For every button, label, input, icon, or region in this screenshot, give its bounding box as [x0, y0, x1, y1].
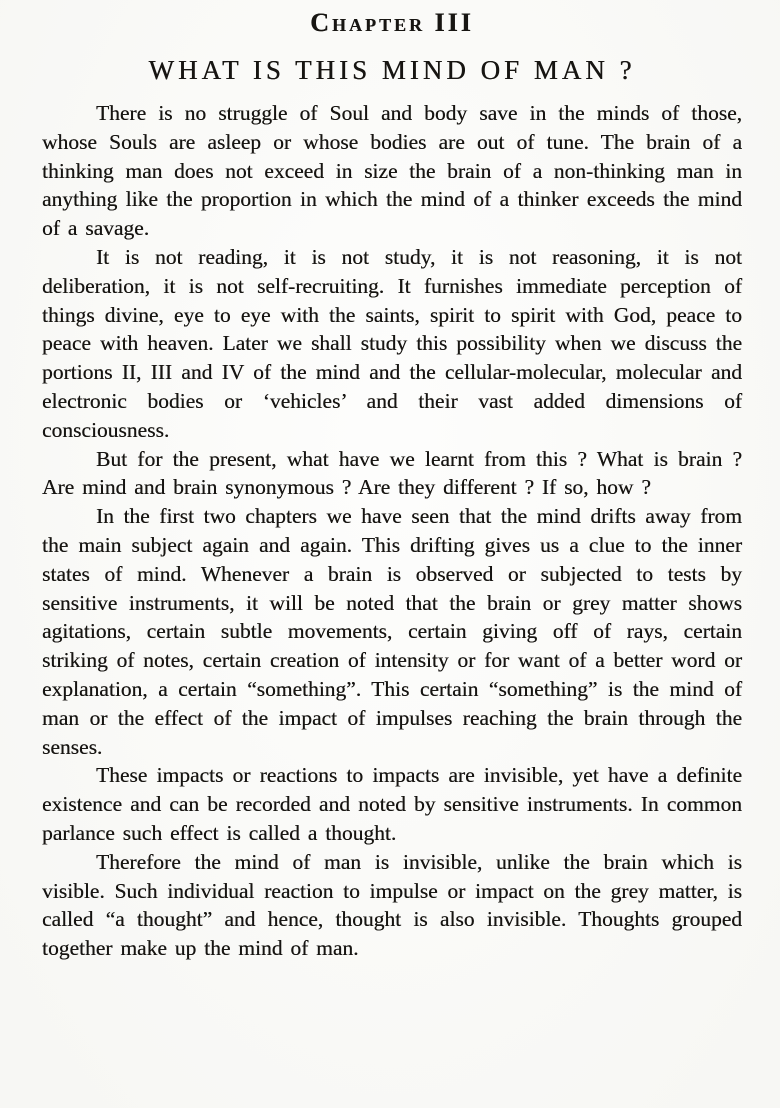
- paragraph-4: In the first two chapters we have seen that the mind drifts away from the main subject again and again. This drifting gives us a clue to the inner states of mind. Whenever a brain is observed or subjected to tests by sensitive instruments, it will be noted that the brain or grey matter shows agitations, certain subtle movements, certain giving off of rays, certain striking of notes, certain creation of intensity or for want of a better word or explanation, a certain “something”. This certain “something” is the mind of man or the effect of the impact of impulses reaching the brain through the senses.: [42, 504, 742, 759]
- paragraph-2: It is not reading, it is not study, it is not reasoning, it is not deliberation, it is not self-recruiting. It furnishes immediate perception of things divine, eye to eye with the saints, spirit to spirit with God, peace to peace with heaven. Later we shall study this possibility when we discuss the portions II, III and IV of the mind and the cellular-molecular, molecular and electronic bodies or ‘vehicles’ and their vast added dimensions of consciousness.: [42, 244, 742, 442]
- paragraph-1: There is no struggle of Soul and body save in the minds of those, whose Souls are asleep or whose bodies are out of tune. The brain of a thinking man does not exceed in size the brain of a non-thinking man in anything like the proportion in which the mind of a thinker exceeds the mind of a savage.: [42, 101, 742, 241]
- chapter-heading: Chapter III: [310, 8, 474, 37]
- paragraph-3: But for the present, what have we learnt from this ? What is brain ? Are mind and brain synonymous ? Are they different ? If so, how ?: [42, 446, 742, 500]
- body-text: [42, 99, 742, 963]
- page-title: WHAT IS THIS MIND OF MAN ?: [148, 55, 636, 85]
- paragraph-6: Therefore the mind of man is invisible, unlike the brain which is visible. Such individual reaction to impulse or impact on the grey matter, is called “a thought” and hence, thought is also invisible. Thoughts grouped together make up the mind of man.: [42, 849, 742, 961]
- paragraph-5: These impacts or reactions to impacts are invisible, yet have a definite existence and can be recorded and noted by sensitive instruments. In common parlance such effect is called a thought.: [42, 763, 742, 845]
